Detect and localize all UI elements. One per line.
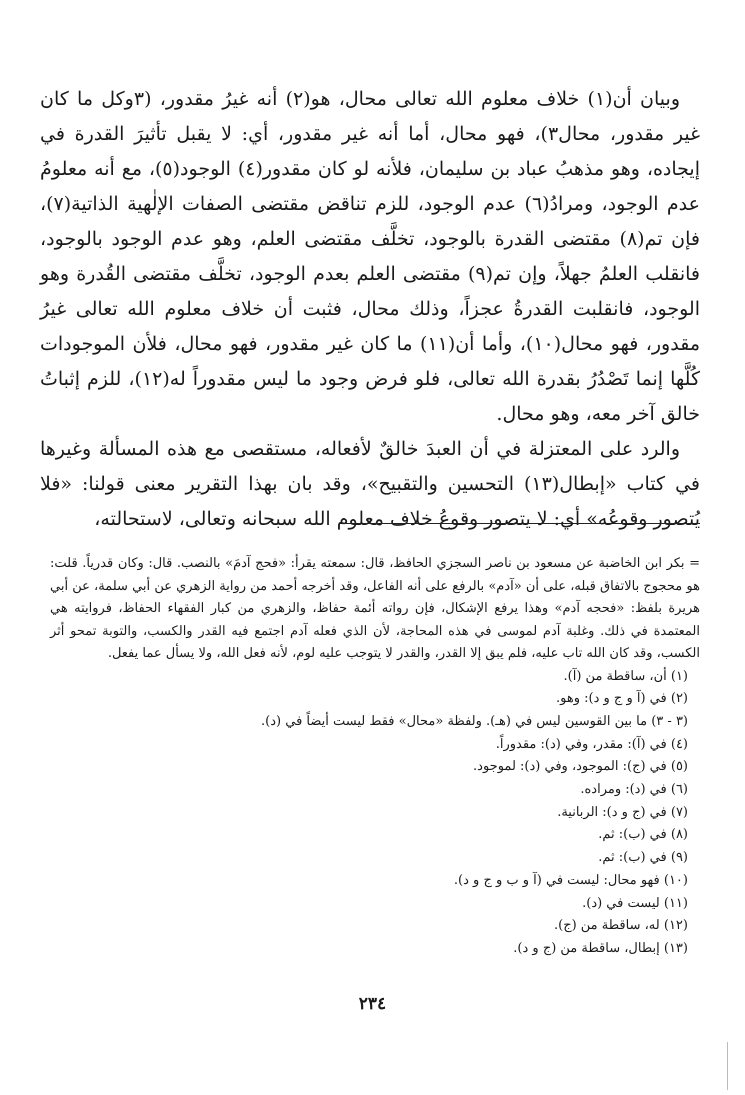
main-paragraph-2: والرد على المعتزلة في أن العبدَ خالقٌ لأفعاله، مستقصى مع هذه المسألة وغيرها في كتاب «إبطال(١٣) التحسين والتقبيح»، وقد بان بهذا التقرير معنى قولنا: «فلا يُتصور وقوعُه» أي: لا يتصور وقوعُ خلاف معلوم الله سبحانه وتعالى، لاستحالته،	[40, 438, 700, 530]
footnote-item: (١٠) فهو محال: ليست في (آ و ب و ج و د).	[453, 872, 688, 888]
footnote-list	[50, 666, 700, 961]
footnote-continuation: = بكر ابن الخاضبة عن مسعود بن ناصر السجزي الحافظ، قال: سمعته يقرأ: «فحج آدمَ» بالنصب. قال: وكان قدرياً. قلت: هو محجوج بالاتفاق قبله، على أن «آدم» بالرفع على أنه الفاعل، وقد أخرجه أحمد من رواية الزهري عن أبي سلمة، عن أبي هريرة بلفظ: «فحجه آدم» وهذا يرفع الإشكال، فإن رواته أئمة حفاظ، والزهري من كبار الفقهاء الحفاظ، فروايته هي المعتمدة في ذلك. وغلبة آدم لموسى في هذه المحاجة، لأن الذي فعله آدم اجتمع فيه القدر والكسب، والتوبة تمحو أثر الكسب، وقد كان الله تاب عليه، فلم يبق إلا القدر، والقدر لا يتوجب عليه لوم، لأنه فعل الله، ولا يسأل عما يفعل.	[50, 556, 700, 661]
page-number: ٢٣٤	[358, 994, 387, 1014]
main-paragraph-1: وبيان أن(١) خلاف معلوم الله تعالى محال، هو(٢) أنه غيرُ مقدور، (٣وكل ما كان غير مقدور، محال٣)، فهو محال، أما أنه غير مقدور، أي: لا يقبل تأثيرَ القدرة في إيجاده، وهو مذهبُ عباد بن سليمان، فلأنه لو كان مقدور(٤) الوجود(٥)، مع أنه معلومُ عدم الوجود، ومرادُ(٦) عدم الوجود، للزم تناقض مقتضى الصفات الإلٰهية الذاتية(٧)، فإن تم(٨) مقتضى القدرة بالوجود، تخلَّف مقتضى العلم، وهو عدم الوجود بالوجود، فانقلب العلمُ جهلاً، وإن تم(٩) مقتضى العلم بعدم الوجود، تخلَّف مقتضى القُدرة وهو الوجود، فانقلبت القدرةُ عجزاً، وذلك محال، فثبت أن خلاف معلوم الله تعالى غيرُ مقدور، فهو محال(١٠)، وأما أن(١١) ما كان غير مقدور، فهو محال، فلأن الموجودات كُلَّها إنما تَصْدُرُ بقدرة الله تعالى، فلو فرض وجود ما ليس مقدوراً له(١٢)، للزم إثباتُ خالق آخر معه، وهو محال.	[40, 88, 701, 425]
footnote-item: (٣ - ٣) ما بين القوسين ليس في (هـ). ولفظة «محال» فقط ليست أيضاً في (د).	[261, 713, 688, 729]
footnote-item: (١٢) له، ساقطة من (ج).	[553, 918, 688, 934]
gutter-line	[727, 1042, 728, 1090]
footnote-separator	[340, 523, 700, 524]
footnote-item: (٩) في (ب): ثم.	[598, 850, 688, 866]
footnote-item: (٦) في (د): ومراده.	[580, 782, 688, 798]
footnote-item: (٢) في (آ و ج و د): وهو.	[556, 691, 688, 707]
footnote-item: (٤) في (آ): مقدر، وفي (د): مقدوراً.	[495, 736, 688, 752]
footnotes	[50, 553, 700, 961]
main-text	[40, 82, 700, 537]
footnote-item: (٧) في (ج و د): الربانية.	[557, 804, 688, 820]
footnote-item: (١) أن، ساقطة من (آ).	[563, 668, 688, 684]
footnote-item: (٨) في (ب): ثم.	[598, 827, 688, 843]
footnote-item: (١١) ليست في (د).	[582, 895, 688, 911]
footnote-item: (٥) في (ج): الموجود، وفي (د): لموجود.	[473, 759, 688, 775]
footnote-item: (١٣) إبطال، ساقطة من (ج و د).	[513, 940, 688, 956]
